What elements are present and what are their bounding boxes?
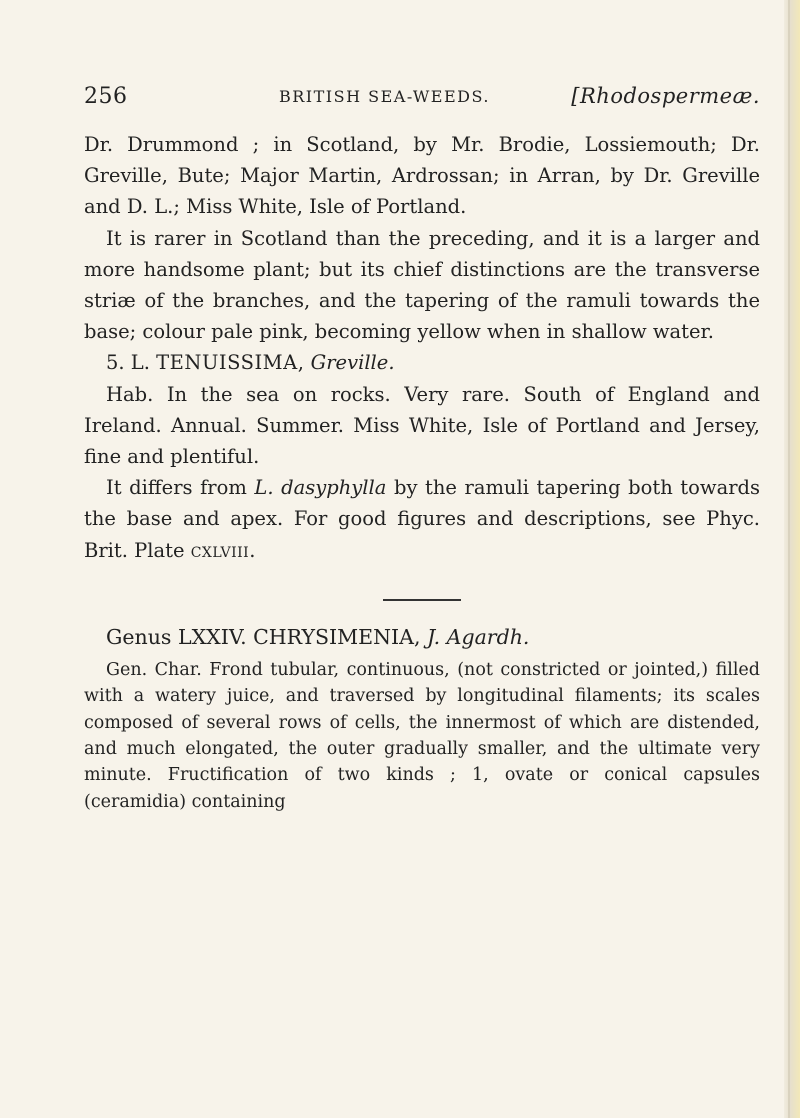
paragraph-localities: Dr. Drummond ; in Scotland, by Mr. Brodie, Lossiemouth; Dr. Greville, Bute; Major Martin, Ardrossan; in Arran, by Dr. Greville and D. L.; Miss White, Isle of Portland. [84, 133, 760, 219]
genus-heading [84, 621, 760, 653]
genus-description [84, 657, 760, 815]
paragraph-distinctions: It is rarer in Scotland than the preceding, and it is a larger and more handsome plant; but its chief distinctions are the transverse striæ of the branches, and the tapering of the ramuli towards the base; colour pale pink, becoming yellow when in shallow water. [84, 226, 760, 344]
differences-text-end: by the ramuli tapering both towards the base and apex. For good figures and descriptions, see Phyc. Brit. Plate [84, 476, 761, 562]
genus-character: Gen. Char. Frond tubular, continuous, (not constricted or jointed,) filled with a watery juice, and traversed by longitudinal filaments; its scales composed of several rows of cells, the innermost of which are distended, and much elongated, the outer gradually smaller, and the ultimate very minute. Fructification of two kinds ; 1, ovate or conical capsules (ceramidia) containing [84, 659, 760, 812]
page-edge [784, 0, 800, 1118]
compared-species: L. dasyphylla [254, 476, 387, 500]
species-heading [84, 347, 760, 378]
page-number: 256 [84, 84, 128, 109]
page-content [84, 84, 760, 815]
genus-label: Genus LXXIV. CHRYSIMENIA, [106, 624, 421, 649]
genus-author: J. Agardh. [427, 624, 530, 649]
paragraph-habitat: Hab. In the sea on rocks. Very rare. South of England and Ireland. Annual. Summer. Miss White, Isle of Portland and Jersey, fine and plentiful. [84, 382, 760, 469]
section-divider [383, 599, 461, 601]
page-edge-shadow [788, 0, 790, 1118]
plate-number: cxlviii. [190, 538, 256, 562]
species-author: Greville. [310, 351, 395, 375]
section-title: [Rhodospermeæ. [571, 84, 760, 108]
species-number: 5. L. [106, 351, 150, 375]
species-name: TENUISSIMA, [156, 351, 305, 375]
main-text [84, 129, 760, 566]
differences-text-start: It differs from [106, 476, 247, 500]
paragraph-differences [84, 472, 760, 566]
running-title: BRITISH SEA-WEEDS. [279, 87, 490, 106]
running-header [84, 84, 760, 114]
